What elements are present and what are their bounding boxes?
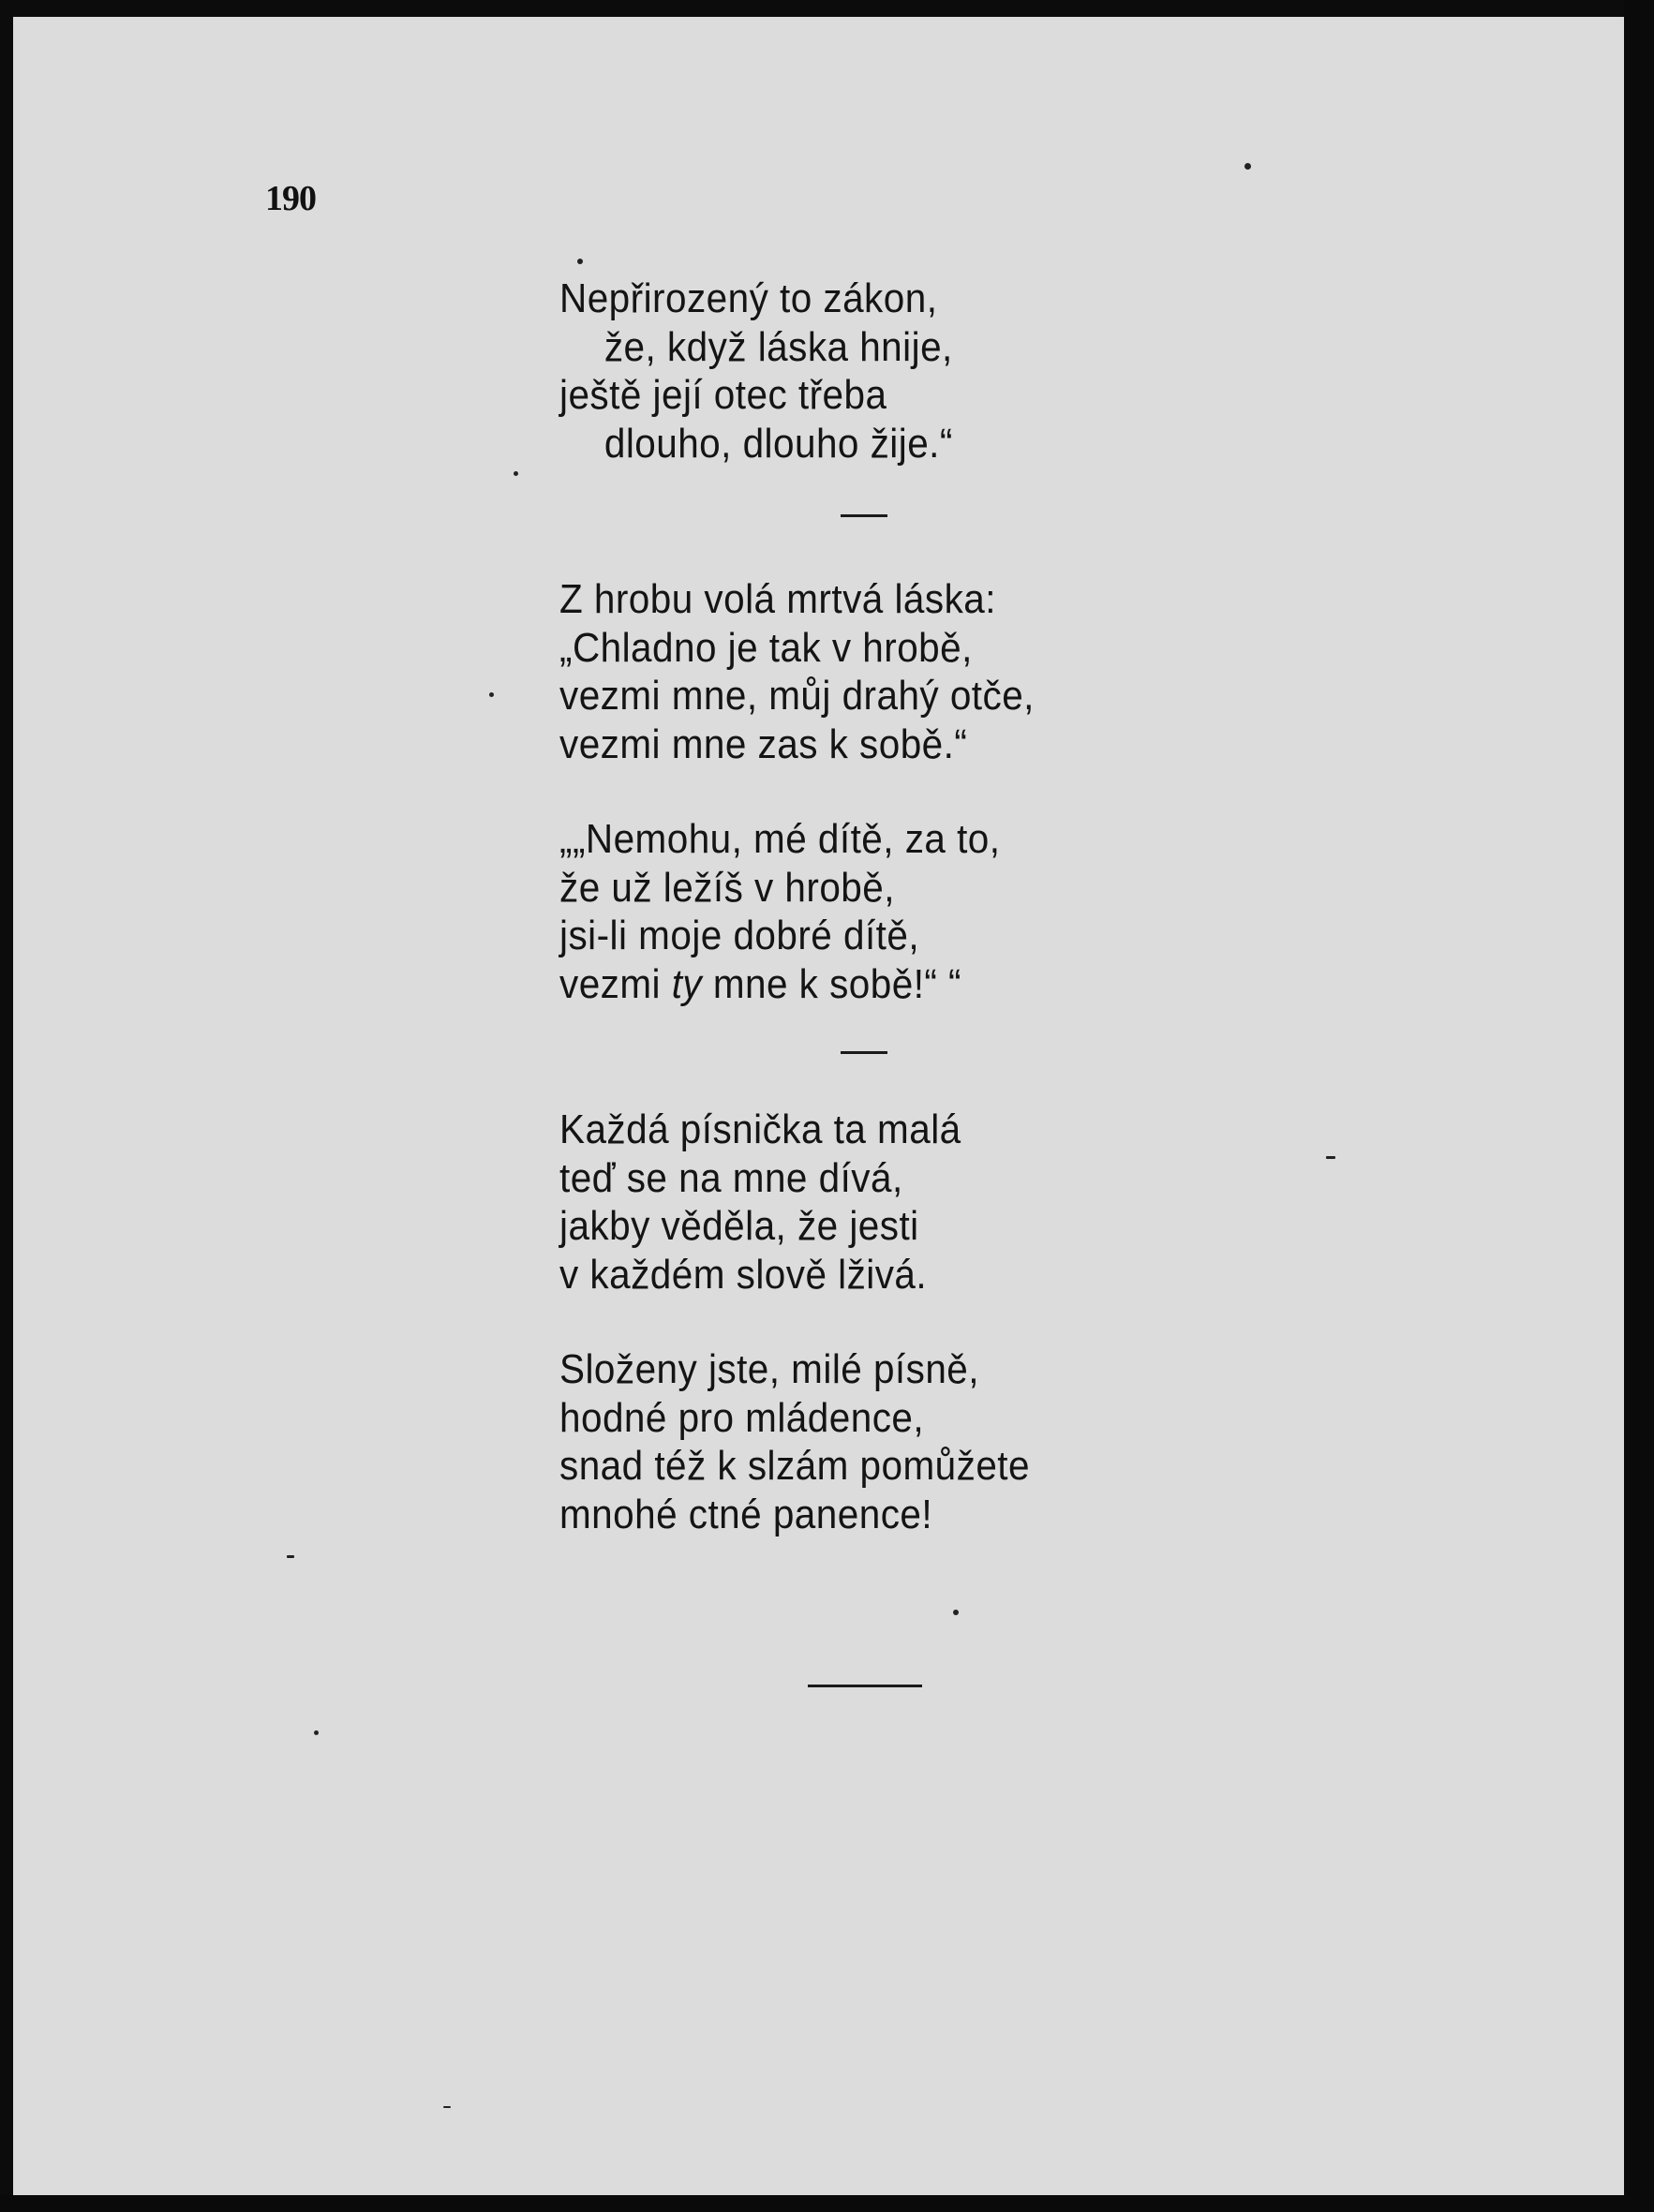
poem-line: snad též k slzám pomůžete bbox=[559, 1443, 1030, 1489]
scan-speck bbox=[514, 471, 518, 476]
poem-line: dlouho, dlouho žije.“ bbox=[603, 420, 953, 467]
poem-line: Složeny jste, milé písně, bbox=[559, 1346, 979, 1392]
poem-line: mnohé ctné panence! bbox=[559, 1491, 933, 1537]
scan-speck bbox=[443, 2106, 451, 2108]
scan-speck bbox=[314, 1730, 319, 1735]
poem-line-start: vezmi bbox=[559, 960, 672, 1007]
poem bbox=[559, 275, 1035, 1538]
poem-line: hodné pro mládence, bbox=[559, 1394, 925, 1441]
scan-border-bottom bbox=[0, 2195, 1654, 2212]
poem-line: vezmi mne, můj drahý otče, bbox=[559, 673, 1035, 719]
scan-speck bbox=[1326, 1156, 1335, 1159]
scan-speck bbox=[577, 259, 583, 264]
poem-line: Každá písnička ta malá bbox=[559, 1106, 961, 1152]
poem-line: že, když láska hnije, bbox=[603, 323, 953, 370]
poem-line: „Chladno je tak v hrobě, bbox=[559, 624, 973, 671]
stanza-2 bbox=[559, 575, 1035, 768]
poem-line: v každém slově lživá. bbox=[559, 1251, 928, 1298]
stanza-4 bbox=[559, 1106, 1035, 1299]
end-rule bbox=[808, 1685, 922, 1687]
scan-speck bbox=[1244, 163, 1251, 170]
scan-border-right bbox=[1624, 0, 1654, 2212]
poem-line-end: mne k sobě!“ “ bbox=[702, 960, 961, 1007]
section-divider bbox=[841, 1051, 887, 1054]
poem-line: Nepřirozený to zákon, bbox=[559, 275, 938, 321]
poem-line: že už ležíš v hrobě, bbox=[559, 864, 895, 911]
poem-line: vezmi mne zas k sobě.“ bbox=[559, 720, 968, 767]
section-divider bbox=[841, 514, 887, 517]
poem-line: jsi-li moje dobré dítě, bbox=[559, 913, 920, 958]
poem-line: „„Nemohu, mé dítě, za to, bbox=[559, 816, 1001, 862]
stanza-3 bbox=[559, 815, 1035, 1008]
scan-speck bbox=[489, 692, 494, 697]
scan-speck bbox=[953, 1610, 959, 1615]
scan-speck bbox=[287, 1555, 294, 1558]
poem-line: Z hrobu volá mrtvá láska: bbox=[559, 576, 996, 622]
stanza-5 bbox=[559, 1345, 1035, 1538]
emphasized-word: ty bbox=[671, 960, 703, 1007]
page-number: 190 bbox=[265, 179, 316, 218]
stanza-1 bbox=[559, 275, 1035, 468]
poem-line: teď se na mne dívá, bbox=[559, 1154, 903, 1201]
poem-line: jakby věděla, že jesti bbox=[559, 1203, 919, 1249]
poem-line bbox=[559, 960, 1035, 1009]
poem-line: ještě její otec třeba bbox=[559, 372, 887, 418]
